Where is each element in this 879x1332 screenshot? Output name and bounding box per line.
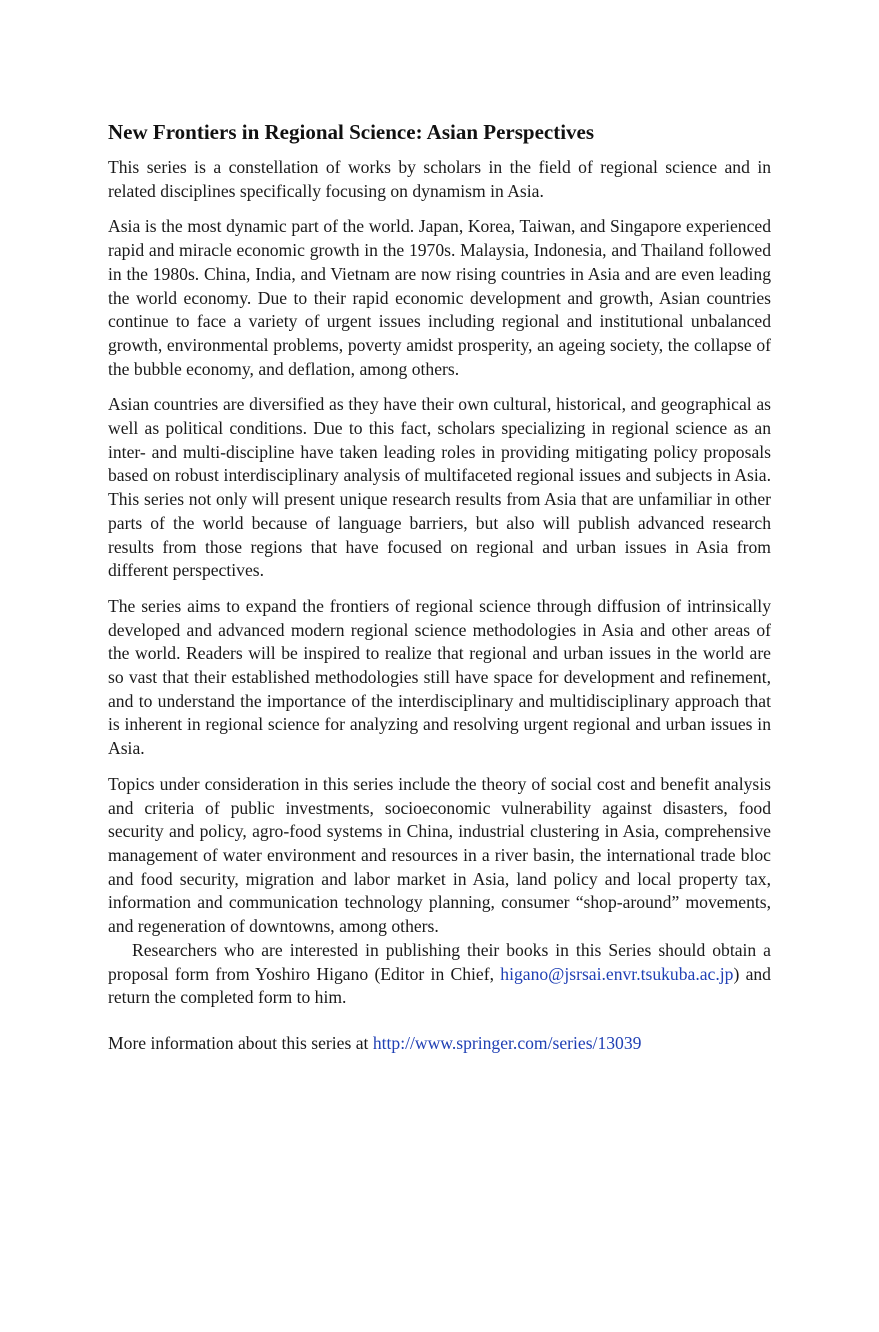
page-content	[108, 118, 771, 1056]
more-info-text: More information about this series at	[108, 1032, 373, 1053]
diversity-paragraph: Asian countries are diversified as they have their own cultural, historical, and geographical as well as political conditions. Due to this fact, scholars specializing in regional science as an inter- and multi-discipline have taken leading roles in providing mitigating policy proposals based on robust interdisciplinary analysis of multifaceted regional issues and subjects in Asia. This series not only will present unique research results from Asia that are unfamiliar in other parts of the world because of language barriers, but also will publish advanced research results from those regions that have focused on regional and urban issues in Asia from different perspectives.	[108, 394, 771, 581]
editor-email-link[interactable]: higano@jsrsai.envr.tsukuba.ac.jp	[500, 963, 734, 984]
series-url-link[interactable]: http://www.springer.com/series/13039	[372, 1032, 642, 1053]
researchers-paragraph	[108, 939, 771, 1010]
asia-dynamism-paragraph: Asia is the most dynamic part of the world. Japan, Korea, Taiwan, and Singapore experienced rapid and miracle economic growth in the 1970s. Malaysia, Indonesia, and Thailand followed in the 1980s. China, India, and Vietnam are now rising countries in Asia and are even leading the world economy. Due to their rapid economic development and growth, Asian countries continue to face a variety of urgent issues including regional and institutional unbalanced growth, environmental problems, poverty amidst prosperity, an ageing society, the collapse of the bubble economy, and deflation, among others.	[108, 216, 771, 379]
intro-paragraph: This series is a constellation of works by scholars in the field of regional science and in related disciplines specifically focusing on dynamism in Asia.	[108, 157, 771, 201]
more-info-line	[108, 1032, 771, 1056]
researchers-text-after: ) and return the completed form to him.	[108, 963, 771, 1008]
series-aims-paragraph: The series aims to expand the frontiers of regional science through diffusion of intrinsically developed and advanced modern regional science methodologies in Asia and other areas of the world. Readers will be inspired to realize that regional and urban issues in the world are so vast that their established methodologies still have space for development and refinement, and to understand the importance of the interdisciplinary and multidisciplinary approach that is inherent in regional science for analyzing and resolving urgent regional and urban issues in Asia.	[108, 595, 771, 759]
topics-paragraph: Topics under consideration in this series include the theory of social cost and benefit analysis and criteria of public investments, socioeconomic vulnerability against disasters, food security and policy, agro-food systems in China, industrial clustering in Asia, comprehensive management of water environment and resources in a river basin, the international trade bloc and food security, migration and labor market in Asia, land policy and local property tax, information and communication technology planning, consumer “shop-around” movements, and regeneration of downtowns, among others.	[108, 773, 771, 937]
series-title: New Frontiers in Regional Science: Asian Perspectives	[108, 120, 595, 144]
researchers-text-before: Researchers who are interested in publishing their books in this Series should obtain a proposal form from Yoshiro Higano (Editor in Chief,	[108, 939, 771, 984]
